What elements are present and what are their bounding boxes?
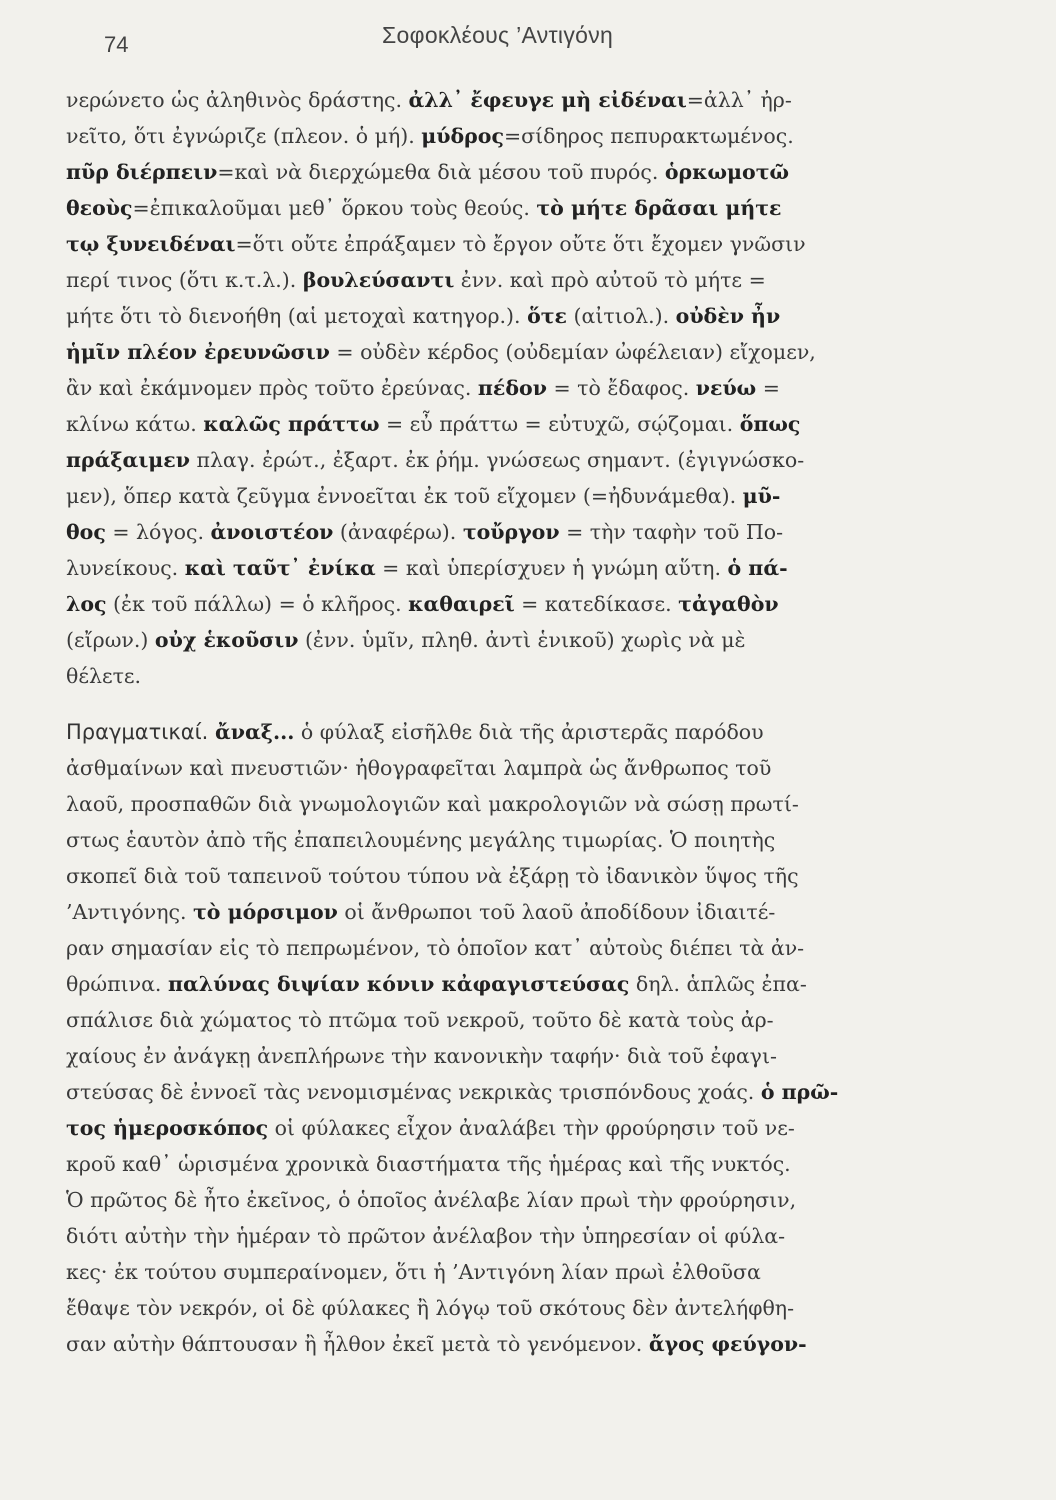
text-run: =ἀλλ᾽ ἠρ- [686, 88, 792, 112]
lemma: πράξαιμεν [66, 448, 190, 472]
text-line [66, 822, 1001, 858]
lemma: μῦ- [742, 484, 781, 508]
text-line [66, 658, 1001, 714]
lemma: τῳ ξυνειδέναι [66, 232, 236, 256]
lemma: ὁ πρῶ- [760, 1080, 839, 1104]
text-line [66, 298, 1001, 334]
text-line [66, 514, 1001, 550]
lemma: θεοὺς [66, 196, 133, 220]
text-line [66, 262, 1001, 298]
lemma: καλῶς πράττω [203, 412, 380, 436]
text-line [66, 966, 1001, 1002]
text-run: κλίνω κάτω. [66, 412, 204, 436]
text-run: =ἐπικαλοῦμαι μεθ᾽ ὅρκου τοὺς θεούς. [132, 196, 537, 220]
text-run: κροῦ καθ᾽ ὡρισμένα χρονικὰ διαστήματα τῆς ἡμέρας καὶ τῆς νυκτός. [66, 1152, 791, 1176]
text-run: λυνείκους. [66, 556, 185, 580]
text-run: ἂν καὶ ἐκάμνομεν πρὸς τοῦτο ἐρεύνας. [66, 376, 478, 400]
lemma: πέδον [477, 376, 547, 400]
text-run: σαν αὐτὴν θάπτουσαν ἢ ἦλθον ἐκεῖ μετὰ τὸ γενόμενον. [66, 1332, 649, 1356]
text-line [66, 478, 1001, 514]
lemma: ὅτε [527, 304, 567, 328]
text-run: = καὶ ὑπερίσχυεν ἡ γνώμη αὕτη. [375, 556, 728, 580]
section-heading: Πραγματικαί. [66, 720, 216, 744]
text-run: θρώπινα. [66, 972, 168, 996]
text-run: (ἐνν. ὑμῖν, πληθ. ἀντὶ ἑνικοῦ) χωρὶς νὰ μὲ [298, 628, 746, 652]
lemma: ὁ πά- [727, 556, 788, 580]
text-run: = τὴν ταφὴν τοῦ Πο- [559, 520, 783, 544]
text-line [66, 858, 1001, 894]
lemma: παλύνας διψίαν κόνιν κἀφαγιστεύσας [167, 972, 630, 996]
text-run: (ἀναφέρω). [333, 520, 463, 544]
text-run: ὁ φύλαξ εἰσῆλθε διὰ τῆς ἀριστερᾶς παρόδου [294, 720, 764, 744]
text-run: δηλ. ἁπλῶς ἐπα- [629, 972, 807, 996]
lemma: τὸ μήτε δρᾶσαι μήτε [536, 196, 782, 220]
text-line [66, 750, 1001, 786]
lemma: τὸ μόρσιμον [193, 900, 338, 924]
lemma: τοὔργον [462, 520, 560, 544]
text-run: ἔθαψε τὸν νεκρόν, οἱ δὲ φύλακες ἢ λόγῳ τοῦ σκότους δὲν ἀντελήφθη- [66, 1296, 795, 1320]
lemma: ἄναξ... [215, 720, 295, 744]
text-run: μήτε ὅτι τὸ διενοήθη (αἱ μετοχαὶ κατηγορ.). [66, 304, 528, 328]
text-run: σκοπεῖ διὰ τοῦ ταπεινοῦ τούτου τύπου νὰ ἐξάρῃ τὸ ἰδανικὸν ὕψος τῆς [66, 864, 799, 888]
text-run: Ὁ πρῶτος δὲ ἦτο ἐκεῖνος, ὁ ὁποῖος ἀνέλαβε λίαν πρωὶ τὴν φρούρησιν, [66, 1188, 797, 1212]
text-line [66, 786, 1001, 822]
text-line [66, 1110, 1001, 1146]
text-line [66, 1290, 1001, 1326]
text-run: θέλετε. [66, 664, 142, 688]
text-run: μεν), ὅπερ κατὰ ζεῦγμα ἐννοεῖται ἐκ τοῦ εἴχομεν (=ἠδυνάμεθα). [66, 484, 743, 508]
lemma: ἡμῖν πλέον ἐρευνῶσιν [66, 340, 330, 364]
text-line [66, 1218, 1001, 1254]
lemma: καὶ ταῦτ᾽ ἐνίκα [184, 556, 376, 580]
text-line [66, 714, 1001, 750]
text-run: = εὖ πράττω = εὐτυχῶ, σῴζομαι. [379, 412, 740, 436]
text-line [66, 622, 1001, 658]
text-run: χαίους ἐν ἀνάγκῃ ἀνεπλήρωνε τὴν κανονικὴν ταφήν· διὰ τοῦ ἐφαγι- [66, 1044, 777, 1068]
lemma: νεύω [695, 376, 757, 400]
text-run: νεῖτο, ὅτι ἐγνώριζε (πλεον. ὁ μή). [66, 124, 422, 148]
text-run: κες· ἐκ τούτου συμπεραίνομεν, ὅτι ἡ ’Αντιγόνη λίαν πρωὶ ἐλθοῦσα [66, 1260, 761, 1284]
text-line [66, 1254, 1001, 1290]
lemma: τἀγαθὸν [678, 592, 779, 616]
page-header [64, 18, 1004, 62]
text-run: διότι αὐτὴν τὴν ἡμέραν τὸ πρῶτον ἀνέλαβον τὴν ὑπηρεσίαν οἱ φύλα- [66, 1224, 786, 1248]
lemma: ἀλλ᾽ ἔφευγε μὴ εἰδέναι [408, 88, 687, 112]
text-run: =καὶ νὰ διερχώμεθα διὰ μέσου τοῦ πυρός. [217, 160, 665, 184]
text-run: = [756, 376, 780, 400]
page-number: 74 [104, 32, 129, 57]
lemma: θος [66, 520, 106, 544]
text-run: ἐνν. καὶ πρὸ αὐτοῦ τὸ μήτε = [454, 268, 766, 292]
text-run: ἀσθμαίνων καὶ πνευστιῶν· ἠθογραφεῖται λαμπρὰ ὡς ἄνθρωπος τοῦ [66, 756, 772, 780]
text-line [66, 1326, 1001, 1362]
text-line [66, 1038, 1001, 1074]
lemma: ὅπως [739, 412, 801, 436]
text-run: ραν σημασίαν εἰς τὸ πεπρωμένον, τὸ ὁποῖον κατ᾽ αὐτοὺς διέπει τὰ ἀν- [66, 936, 805, 960]
text-run: οἱ ἄνθρωποι τοῦ λαοῦ ἀποδίδουν ἰδιαιτέ- [337, 900, 776, 924]
text-line [66, 586, 1001, 622]
text-run: περί τινος (ὅτι κ.τ.λ.). [66, 268, 303, 292]
lemma: καθαιρεῖ [408, 592, 515, 616]
text-line [66, 334, 1001, 370]
lemma: ἄγος φεύγον- [648, 1332, 807, 1356]
lemma: οὐδὲν ἦν [675, 304, 781, 328]
text-line [66, 118, 1001, 154]
lemma: βουλεύσαντι [302, 268, 455, 292]
text-run: (ἐκ τοῦ πάλλω) = ὁ κλῆρος. [106, 592, 409, 616]
text-line [66, 190, 1001, 226]
text-run: =σίδηρος πεπυρακτωμένος. [503, 124, 794, 148]
text-line [66, 154, 1001, 190]
text-run: =ὅτι οὔτε ἐπράξαμεν τὸ ἔργον οὔτε ὅτι ἔχομεν γνῶσιν [235, 232, 806, 256]
text-run: (αἰτιολ.). [567, 304, 676, 328]
text-run: σπάλισε διὰ χώματος τὸ πτῶμα τοῦ νεκροῦ, τοῦτο δὲ κατὰ τοὺς ἀρ- [66, 1008, 774, 1032]
text-run: οἱ φύλακες εἶχον ἀναλάβει τὴν φρούρησιν τοῦ νε- [268, 1116, 795, 1140]
text-run: = λόγος. [105, 520, 211, 544]
text-run: λαοῦ, προσπαθῶν διὰ γνωμολογιῶν καὶ μακρολογιῶν νὰ σώσῃ πρωτί- [66, 792, 799, 816]
text-line [66, 930, 1001, 966]
text-run: στεύσας δὲ ἐννοεῖ τὰς νενομισμένας νεκρικὰς τρισπόνδους χοάς. [66, 1080, 761, 1104]
lemma: πῦρ διέρπειν [66, 160, 218, 184]
text-run: νερώνετο ὡς ἀληθινὸς δράστης. [66, 88, 409, 112]
text-run: πλαγ. ἐρώτ., ἐξαρτ. ἐκ ῥήμ. γνώσεως σημαντ. (ἐγιγνώσκο- [189, 448, 805, 472]
lemma: ἀνοιστέον [210, 520, 334, 544]
text-line [66, 442, 1001, 478]
lemma: ὁρκωμοτῶ [664, 160, 790, 184]
text-line [66, 226, 1001, 262]
lemma: μύδρος [421, 124, 504, 148]
text-line [66, 1182, 1001, 1218]
text-run: στως ἑαυτὸν ἀπὸ τῆς ἐπαπειλουμένης μεγάλης τιμωρίας. Ὁ ποιητὴς [66, 828, 776, 852]
text-run: = τὸ ἔδαφος. [546, 376, 696, 400]
text-line [66, 550, 1001, 586]
text-line [66, 1002, 1001, 1038]
text-run: = κατεδίκασε. [514, 592, 679, 616]
lemma: λος [66, 592, 107, 616]
lemma: οὐχ ἑκοῦσιν [154, 628, 299, 652]
text-line [66, 1146, 1001, 1182]
text-line [66, 894, 1001, 930]
text-line [66, 370, 1001, 406]
text-run: = οὐδὲν κέρδος (οὐδεμίαν ὠφέλειαν) εἴχομεν, [329, 340, 816, 364]
text-run: (εἴρων.) [66, 628, 155, 652]
text-line [66, 1074, 1001, 1110]
running-title: Σοφοκλέους ’Αντιγόνη [382, 22, 614, 48]
commentary-text [66, 82, 1001, 1362]
text-run: ’Αντιγόνης. [66, 900, 194, 924]
text-line [66, 406, 1001, 442]
lemma: τος ἡμεροσκόπος [66, 1116, 269, 1140]
text-line [66, 82, 1001, 118]
